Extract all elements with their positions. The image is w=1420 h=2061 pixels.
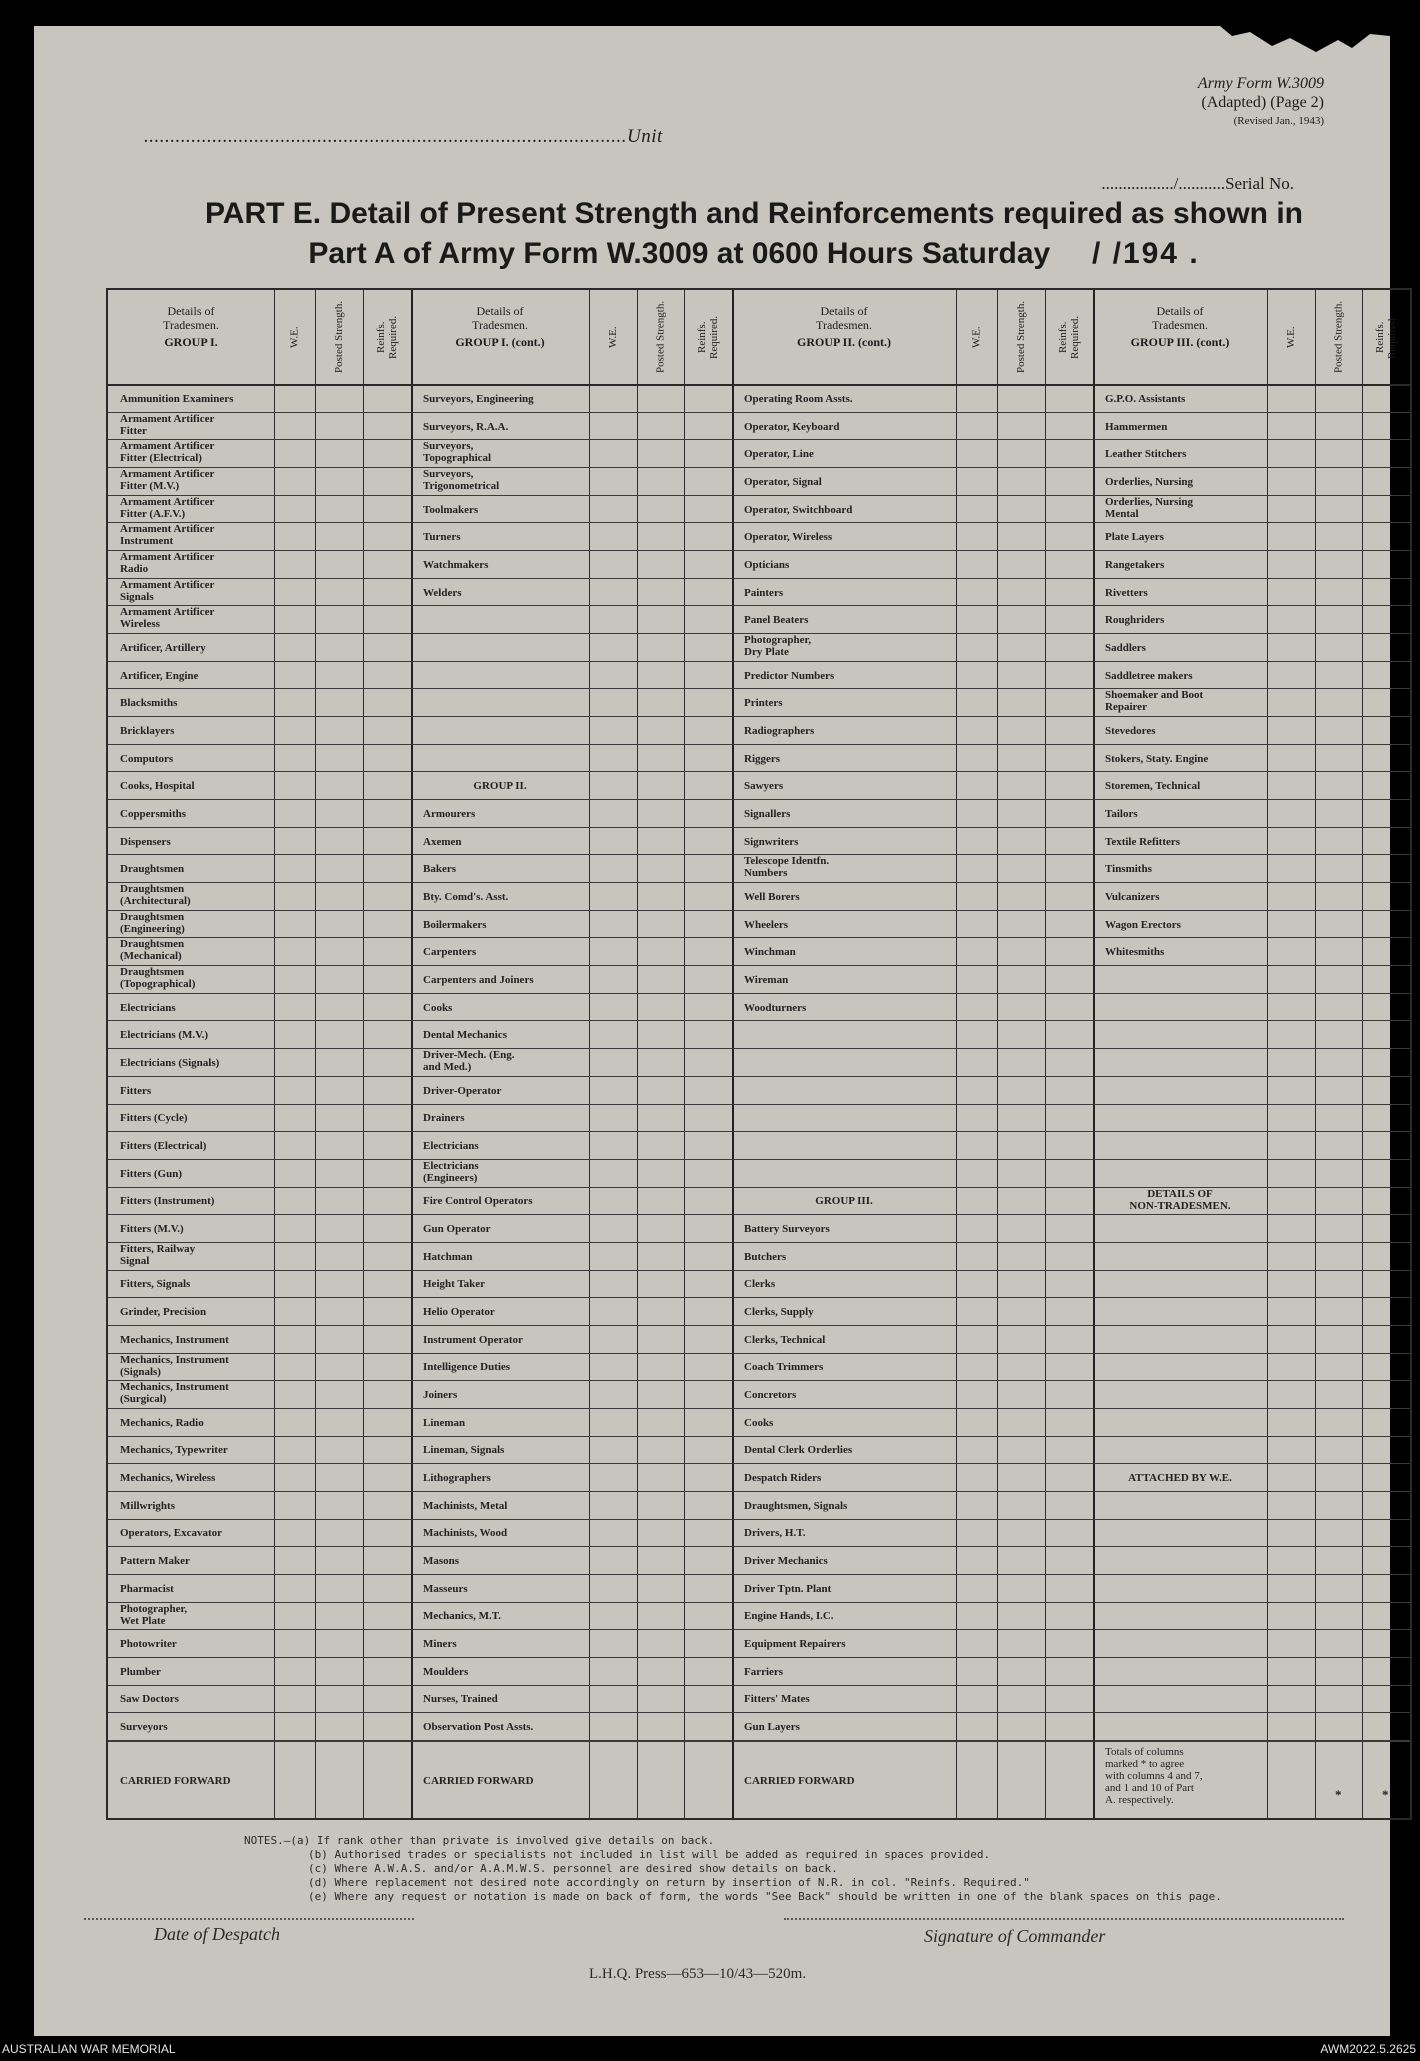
- trade-label: Electricians (M.V.): [120, 1029, 209, 1041]
- trade-label: Lineman, Signals: [423, 1444, 505, 1456]
- trade-label: Welders: [423, 587, 462, 599]
- we-header: W.E.: [607, 326, 619, 348]
- trade-label: Telescope Identfn. Numbers: [744, 855, 830, 879]
- trade-label: Height Taker: [423, 1278, 486, 1290]
- trade-label: Driver Tptn. Plant: [744, 1583, 832, 1595]
- posted-strength-header: Posted Strength.: [1015, 300, 1027, 374]
- trade-label: Armament Artificer Fitter (Electrical): [120, 440, 215, 464]
- printer-imprint: L.H.Q. Press—653—10/43—520m.: [589, 1966, 807, 1982]
- tradesmen-table: [106, 288, 1412, 1820]
- trade-label: Fitters: [120, 1085, 152, 1097]
- column-divider: [684, 290, 685, 1818]
- archive-id: AWM2022.5.2625: [1320, 2042, 1416, 2056]
- row-divider: [108, 661, 1410, 662]
- column-divider: [363, 290, 364, 1818]
- trade-label: Pattern Maker: [120, 1555, 190, 1567]
- archive-name: AUSTRALIAN WAR MEMORIAL: [2, 2042, 176, 2056]
- trade-label: Mechanics, Instrument: [120, 1334, 229, 1346]
- trade-label: Coach Trimmers: [744, 1361, 824, 1373]
- reinforcements-required-header: Reinfs. Required.: [1057, 315, 1081, 359]
- trade-label: Wireman: [744, 974, 789, 986]
- trade-label: Stevedores: [1105, 725, 1156, 737]
- trade-label: Printers: [744, 697, 783, 709]
- trade-label: Watchmakers: [423, 559, 489, 571]
- trade-label: Fitters (Electrical): [120, 1140, 207, 1152]
- row-divider: [108, 1380, 1410, 1381]
- group-header-title: Details of Tradesmen.: [816, 304, 872, 332]
- row-divider: [108, 827, 1410, 828]
- row-divider: [108, 1463, 1410, 1464]
- trade-label: Textile Refitters: [1105, 836, 1181, 848]
- trade-label: Draughtsmen (Topographical): [120, 966, 196, 990]
- page-title: [194, 194, 1314, 274]
- group-header-name: GROUP I. (cont.): [455, 335, 545, 349]
- row-divider: [108, 1131, 1410, 1132]
- column-divider: [637, 290, 638, 1818]
- trade-label: Turners: [423, 531, 461, 543]
- trade-label: Plumber: [120, 1666, 161, 1678]
- group-header-title: Details of Tradesmen.: [163, 304, 219, 332]
- trade-label: Operator, Wireless: [744, 531, 833, 543]
- section-heading: DETAILS OF NON-TRADESMEN.: [1129, 1188, 1231, 1212]
- trade-label: Clerks: [744, 1278, 776, 1290]
- column-divider: [411, 290, 413, 1818]
- row-divider: [108, 1325, 1410, 1326]
- trade-label: Armament Artificer Radio: [120, 551, 215, 575]
- posted-strength-header: Posted Strength.: [333, 300, 345, 374]
- column-divider: [315, 290, 316, 1818]
- row-divider: [108, 1104, 1410, 1105]
- row-divider: [108, 1408, 1410, 1409]
- trade-label: Butchers: [744, 1251, 787, 1263]
- notes-block: [244, 1834, 1222, 1904]
- form-number: Army Form W.3009: [1197, 75, 1324, 92]
- row-divider: [108, 1076, 1410, 1077]
- trade-label: Winchman: [744, 946, 796, 958]
- row-divider: [108, 1159, 1410, 1160]
- trade-label: Artificer, Artillery: [120, 642, 206, 654]
- carried-forward-label: CARRIED FORWARD: [423, 1775, 534, 1787]
- column-divider: [274, 290, 275, 1818]
- trade-label: Clerks, Technical: [744, 1334, 826, 1346]
- trade-label: Millwrights: [120, 1500, 175, 1512]
- row-divider: [108, 1602, 1410, 1603]
- row-divider: [108, 605, 1410, 606]
- trade-label: Driver-Mech. (Eng. and Med.): [423, 1049, 515, 1073]
- we-header: W.E.: [288, 326, 301, 348]
- trade-label: Hatchman: [423, 1251, 473, 1263]
- trade-label: Operator, Switchboard: [744, 504, 853, 516]
- row-divider: [108, 578, 1410, 579]
- trade-label: Photographer, Wet Plate: [120, 1603, 188, 1627]
- trade-label: Mechanics, Radio: [120, 1417, 204, 1429]
- trade-label: Armament Artificer Fitter: [120, 413, 215, 437]
- row-divider: [108, 1629, 1410, 1630]
- trade-label: Engine Hands, I.C.: [744, 1610, 834, 1622]
- trade-label: Surveyors, Engineering: [423, 393, 534, 405]
- trade-label: Boilermakers: [423, 919, 487, 931]
- trade-label: Observation Post Assts.: [423, 1721, 534, 1733]
- column-divider: [1267, 290, 1268, 1818]
- trade-label: Predictor Numbers: [744, 670, 835, 682]
- trade-label: Mechanics, M.T.: [423, 1610, 502, 1622]
- trade-label: Equipment Repairers: [744, 1638, 846, 1650]
- trade-label: Fitters, Railway Signal: [120, 1243, 196, 1267]
- trade-label: Concretors: [744, 1389, 797, 1401]
- signature-label: Signature of Commander: [924, 1926, 1106, 1946]
- column-divider: [997, 290, 998, 1818]
- trade-label: Operator, Line: [744, 448, 814, 460]
- trade-label: Blacksmiths: [120, 697, 178, 709]
- trade-label: Operating Room Assts.: [744, 393, 853, 405]
- trade-label: Computors: [120, 753, 174, 765]
- title-line-2: Part A of Army Form W.3009 at 0600 Hours Saturday: [308, 237, 1051, 270]
- trade-label: Saddlers: [1105, 642, 1146, 654]
- trade-label: Axemen: [423, 836, 462, 848]
- trade-label: Armourers: [423, 808, 476, 820]
- trade-label: Farriers: [744, 1666, 784, 1678]
- trade-label: Electricians: [120, 1002, 176, 1014]
- trade-label: Draughtsmen (Architectural): [120, 883, 191, 907]
- trade-label: Fitters (Instrument): [120, 1195, 215, 1207]
- trade-label: Riggers: [744, 753, 781, 765]
- trade-label: Drivers, H.T.: [744, 1527, 806, 1539]
- group-header: [1093, 304, 1267, 349]
- trade-label: Driver Mechanics: [744, 1555, 828, 1567]
- trade-label: Dental Mechanics: [423, 1029, 508, 1041]
- column-divider: [1045, 290, 1046, 1818]
- trade-label: Miners: [423, 1638, 457, 1650]
- trade-label: Helio Operator: [423, 1306, 495, 1318]
- trade-label: Electricians (Engineers): [423, 1160, 479, 1184]
- trade-label: Bricklayers: [120, 725, 175, 737]
- row-divider: [108, 412, 1410, 413]
- row-divider: [108, 1574, 1410, 1575]
- date-despatch-line[interactable]: [84, 1918, 414, 1920]
- trade-label: Nurses, Trained: [423, 1693, 498, 1705]
- trade-label: Fitters (M.V.): [120, 1223, 184, 1235]
- trade-label: Electricians (Signals): [120, 1057, 220, 1069]
- trade-label: Lineman: [423, 1417, 466, 1429]
- column-divider: [1315, 290, 1316, 1818]
- trade-label: Instrument Operator: [423, 1334, 523, 1346]
- trade-label: Mechanics, Instrument (Surgical): [120, 1381, 229, 1405]
- trade-label: Electricians: [423, 1140, 479, 1152]
- serial-number-field[interactable]: ................./...........Serial No.: [1101, 174, 1294, 193]
- we-header: W.E.: [970, 326, 983, 348]
- trade-label: Wagon Erectors: [1105, 919, 1181, 931]
- posted-strength-header: Posted Strength.: [1332, 300, 1345, 374]
- row-divider: [108, 910, 1410, 911]
- posted-strength-header: Posted Strength.: [654, 300, 667, 374]
- column-divider: [956, 290, 957, 1818]
- totals-note: Totals of columns marked * to agree with columns 4 and 7, and 1 and 10 of Part A. respectively.: [1105, 1746, 1203, 1806]
- trade-label: Despatch Riders: [744, 1472, 822, 1484]
- row-divider: [108, 1353, 1410, 1354]
- row-divider: [108, 1519, 1410, 1520]
- trade-label: Drainers: [423, 1112, 465, 1124]
- title-line-1: PART E. Detail of Present Strength and Reinforcements required as shown in: [205, 197, 1303, 230]
- trade-label: Storemen, Technical: [1105, 780, 1201, 792]
- trade-label: Ammunition Examiners: [120, 393, 234, 405]
- row-divider: [108, 1740, 1410, 1742]
- trade-label: Cooks: [744, 1417, 774, 1429]
- trade-label: Panel Beaters: [744, 614, 809, 626]
- trade-label: Draughtsmen (Mechanical): [120, 938, 185, 962]
- row-divider: [108, 1297, 1410, 1298]
- unit-field[interactable]: ............................................................................................Unit: [144, 126, 663, 147]
- column-divider: [1093, 290, 1095, 1818]
- section-heading: ATTACHED BY W.E.: [1128, 1472, 1232, 1484]
- trade-label: Saw Doctors: [120, 1693, 179, 1705]
- row-divider: [108, 744, 1410, 745]
- row-divider: [108, 1270, 1410, 1271]
- group-header-name: GROUP I.: [164, 335, 218, 349]
- trade-label: Sawyers: [744, 780, 784, 792]
- trade-label: Woodturners: [744, 1002, 807, 1014]
- trade-label: Vulcanizers: [1105, 891, 1160, 903]
- trade-label: Fire Control Operators: [423, 1195, 533, 1207]
- row-divider: [108, 716, 1410, 717]
- trade-label: Operator, Keyboard: [744, 421, 840, 433]
- row-divider: [108, 771, 1410, 772]
- form-revised: (Revised Jan., 1943): [1233, 115, 1324, 127]
- trade-label: Pharmacist: [120, 1583, 174, 1595]
- trade-label: Painters: [744, 587, 784, 599]
- trade-label: Bty. Comd's. Asst.: [423, 891, 509, 903]
- group-header-title: Details of Tradesmen.: [472, 304, 528, 332]
- row-divider: [108, 799, 1410, 800]
- trade-label: Machinists, Wood: [423, 1527, 508, 1539]
- group-header: [108, 304, 274, 349]
- form-page: [34, 26, 1398, 2036]
- trade-label: Joiners: [423, 1389, 458, 1401]
- archive-caption: [0, 2037, 1420, 2061]
- trade-label: Surveyors, Topographical: [423, 440, 492, 464]
- form-identifier: [1064, 74, 1324, 131]
- trade-label: Mechanics, Typewriter: [120, 1444, 228, 1456]
- date-despatch-label: Date of Despatch: [154, 1924, 280, 1944]
- trade-label: Surveyors, R.A.A.: [423, 421, 509, 433]
- trade-label: Carpenters: [423, 946, 477, 958]
- row-divider: [108, 1048, 1410, 1049]
- trade-label: Bakers: [423, 863, 456, 875]
- trade-label: Fitters (Gun): [120, 1168, 183, 1180]
- trade-label: Plate Layers: [1105, 531, 1164, 543]
- trade-label: Masons: [423, 1555, 460, 1567]
- we-header: W.E.: [1285, 326, 1297, 348]
- torn-corner: [1220, 26, 1390, 56]
- trade-label: Roughriders: [1105, 614, 1165, 626]
- row-divider: [108, 1657, 1410, 1658]
- row-divider: [108, 1436, 1410, 1437]
- trade-label: Masseurs: [423, 1583, 468, 1595]
- title-date-blank: / /194 .: [1091, 237, 1200, 270]
- trade-label: Moulders: [423, 1666, 469, 1678]
- row-divider: [108, 467, 1410, 468]
- trade-label: Driver-Operator: [423, 1085, 502, 1097]
- group-header: [411, 304, 589, 349]
- group-header-name: GROUP II. (cont.): [797, 335, 891, 349]
- total-marker: *: [1335, 1787, 1342, 1802]
- trade-label: Fitters' Mates: [744, 1693, 810, 1705]
- carried-forward-label: CARRIED FORWARD: [744, 1775, 855, 1787]
- row-divider: [108, 1546, 1410, 1547]
- reinforcements-required-header: Reinfs. Required.: [375, 315, 399, 359]
- trade-label: Signwriters: [744, 836, 799, 848]
- header-separator: [108, 384, 1410, 386]
- trade-label: Photographer, Dry Plate: [744, 634, 812, 658]
- carried-forward-label: CARRIED FORWARD: [120, 1775, 231, 1787]
- trade-label: Dental Clerk Orderlies: [744, 1444, 853, 1456]
- trade-label: Coppersmiths: [120, 808, 187, 820]
- trade-label: Orderlies, Nursing: [1105, 476, 1193, 488]
- trade-label: Hammermen: [1105, 421, 1168, 433]
- trade-label: Intelligence Duties: [423, 1361, 511, 1373]
- note-d: (d) Where replacement not desired note accordingly on return by insertion of N.R. in col. "Reinfs. Required.": [308, 1876, 1030, 1889]
- trade-label: Shoemaker and Boot Repairer: [1105, 689, 1204, 713]
- trade-label: Grinder, Precision: [120, 1306, 207, 1318]
- row-divider: [108, 439, 1410, 440]
- trade-label: Gun Operator: [423, 1223, 491, 1235]
- trade-label: Draughtsmen, Signals: [744, 1500, 848, 1512]
- trade-label: Armament Artificer Fitter (A.F.V.): [120, 496, 215, 520]
- trade-label: Dispensers: [120, 836, 171, 848]
- trade-label: Saddletree makers: [1105, 670, 1193, 682]
- trade-label: Tinsmiths: [1105, 863, 1152, 875]
- trade-label: Well Borers: [744, 891, 800, 903]
- form-adapted: (Adapted) (Page 2): [1201, 94, 1324, 111]
- row-divider: [108, 993, 1410, 994]
- group-header-title: Details of Tradesmen.: [1152, 304, 1208, 332]
- note-a: NOTES.—(a) If rank other than private is involved give details on back.: [244, 1834, 715, 1847]
- row-divider: [108, 1242, 1410, 1243]
- row-divider: [108, 550, 1410, 551]
- row-divider: [108, 965, 1410, 966]
- trade-label: Cooks, Hospital: [120, 780, 195, 792]
- trade-label: Operator, Signal: [744, 476, 822, 488]
- row-divider: [108, 1491, 1410, 1492]
- reinforcements-required-header: Reinfs. Required.: [1374, 315, 1398, 359]
- trade-label: Orderlies, Nursing Mental: [1105, 496, 1193, 520]
- column-divider: [589, 290, 590, 1818]
- trade-label: Fitters (Cycle): [120, 1112, 188, 1124]
- group-header: [732, 304, 956, 349]
- trade-label: Draughtsmen (Engineering): [120, 911, 185, 935]
- trade-label: Stokers, Staty. Engine: [1105, 753, 1209, 765]
- trade-label: Cooks: [423, 1002, 453, 1014]
- trade-label: Battery Surveyors: [744, 1223, 830, 1235]
- trade-label: Surveyors, Trigonometrical: [423, 468, 500, 492]
- section-heading: GROUP II.: [473, 780, 527, 792]
- row-divider: [108, 882, 1410, 883]
- trade-label: Machinists, Metal: [423, 1500, 508, 1512]
- column-divider: [732, 290, 734, 1818]
- trade-label: Armament Artificer Fitter (M.V.): [120, 468, 215, 492]
- row-divider: [108, 1685, 1410, 1686]
- trade-label: Surveyors: [120, 1721, 168, 1733]
- row-divider: [108, 1712, 1410, 1713]
- trade-label: Tailors: [1105, 808, 1138, 820]
- reinforcements-required-header: Reinfs. Required.: [696, 315, 720, 359]
- trade-label: Rivetters: [1105, 587, 1148, 599]
- signature-line[interactable]: [784, 1918, 1344, 1920]
- row-divider: [108, 1020, 1410, 1021]
- trade-label: Mechanics, Instrument (Signals): [120, 1354, 229, 1378]
- trade-label: Armament Artificer Instrument: [120, 523, 215, 547]
- trade-label: Gun Layers: [744, 1721, 800, 1733]
- row-divider: [108, 1214, 1410, 1215]
- note-b: (b) Authorised trades or specialists not included in list will be added as required in spaces provided.: [308, 1848, 991, 1861]
- note-c: (c) Where A.W.A.S. and/or A.A.M.W.S. personnel are desired show details on back.: [308, 1862, 838, 1875]
- trade-label: Artificer, Engine: [120, 670, 199, 682]
- trade-label: Wheelers: [744, 919, 788, 931]
- trade-label: Radiographers: [744, 725, 815, 737]
- trade-label: Photowriter: [120, 1638, 177, 1650]
- group-header-name: GROUP III. (cont.): [1130, 335, 1230, 349]
- trade-label: Operators, Excavator: [120, 1527, 223, 1539]
- trade-label: Armament Artificer Signals: [120, 579, 215, 603]
- trade-label: Fitters, Signals: [120, 1278, 191, 1290]
- trade-label: Draughtsmen: [120, 863, 185, 875]
- total-marker: *: [1382, 1787, 1389, 1802]
- trade-label: Rangetakers: [1105, 559, 1165, 571]
- trade-label: Armament Artificer Wireless: [120, 606, 215, 630]
- section-heading: GROUP III.: [815, 1195, 873, 1207]
- trade-label: Mechanics, Wireless: [120, 1472, 216, 1484]
- trade-label: G.P.O. Assistants: [1105, 393, 1186, 405]
- trade-label: Whitesmiths: [1105, 946, 1165, 958]
- trade-label: Toolmakers: [423, 504, 479, 516]
- trade-label: Carpenters and Joiners: [423, 974, 534, 986]
- trade-label: Signallers: [744, 808, 791, 820]
- note-e: (e) Where any request or notation is made on back of form, the words "See Back" should be written in one of the blank spaces on this page.: [308, 1890, 1222, 1903]
- column-divider: [1362, 290, 1363, 1818]
- trade-label: Leather Stitchers: [1105, 448, 1187, 460]
- row-divider: [108, 937, 1410, 938]
- row-divider: [108, 522, 1410, 523]
- trade-label: Clerks, Supply: [744, 1306, 814, 1318]
- trade-label: Opticians: [744, 559, 790, 571]
- trade-label: Lithographers: [423, 1472, 491, 1484]
